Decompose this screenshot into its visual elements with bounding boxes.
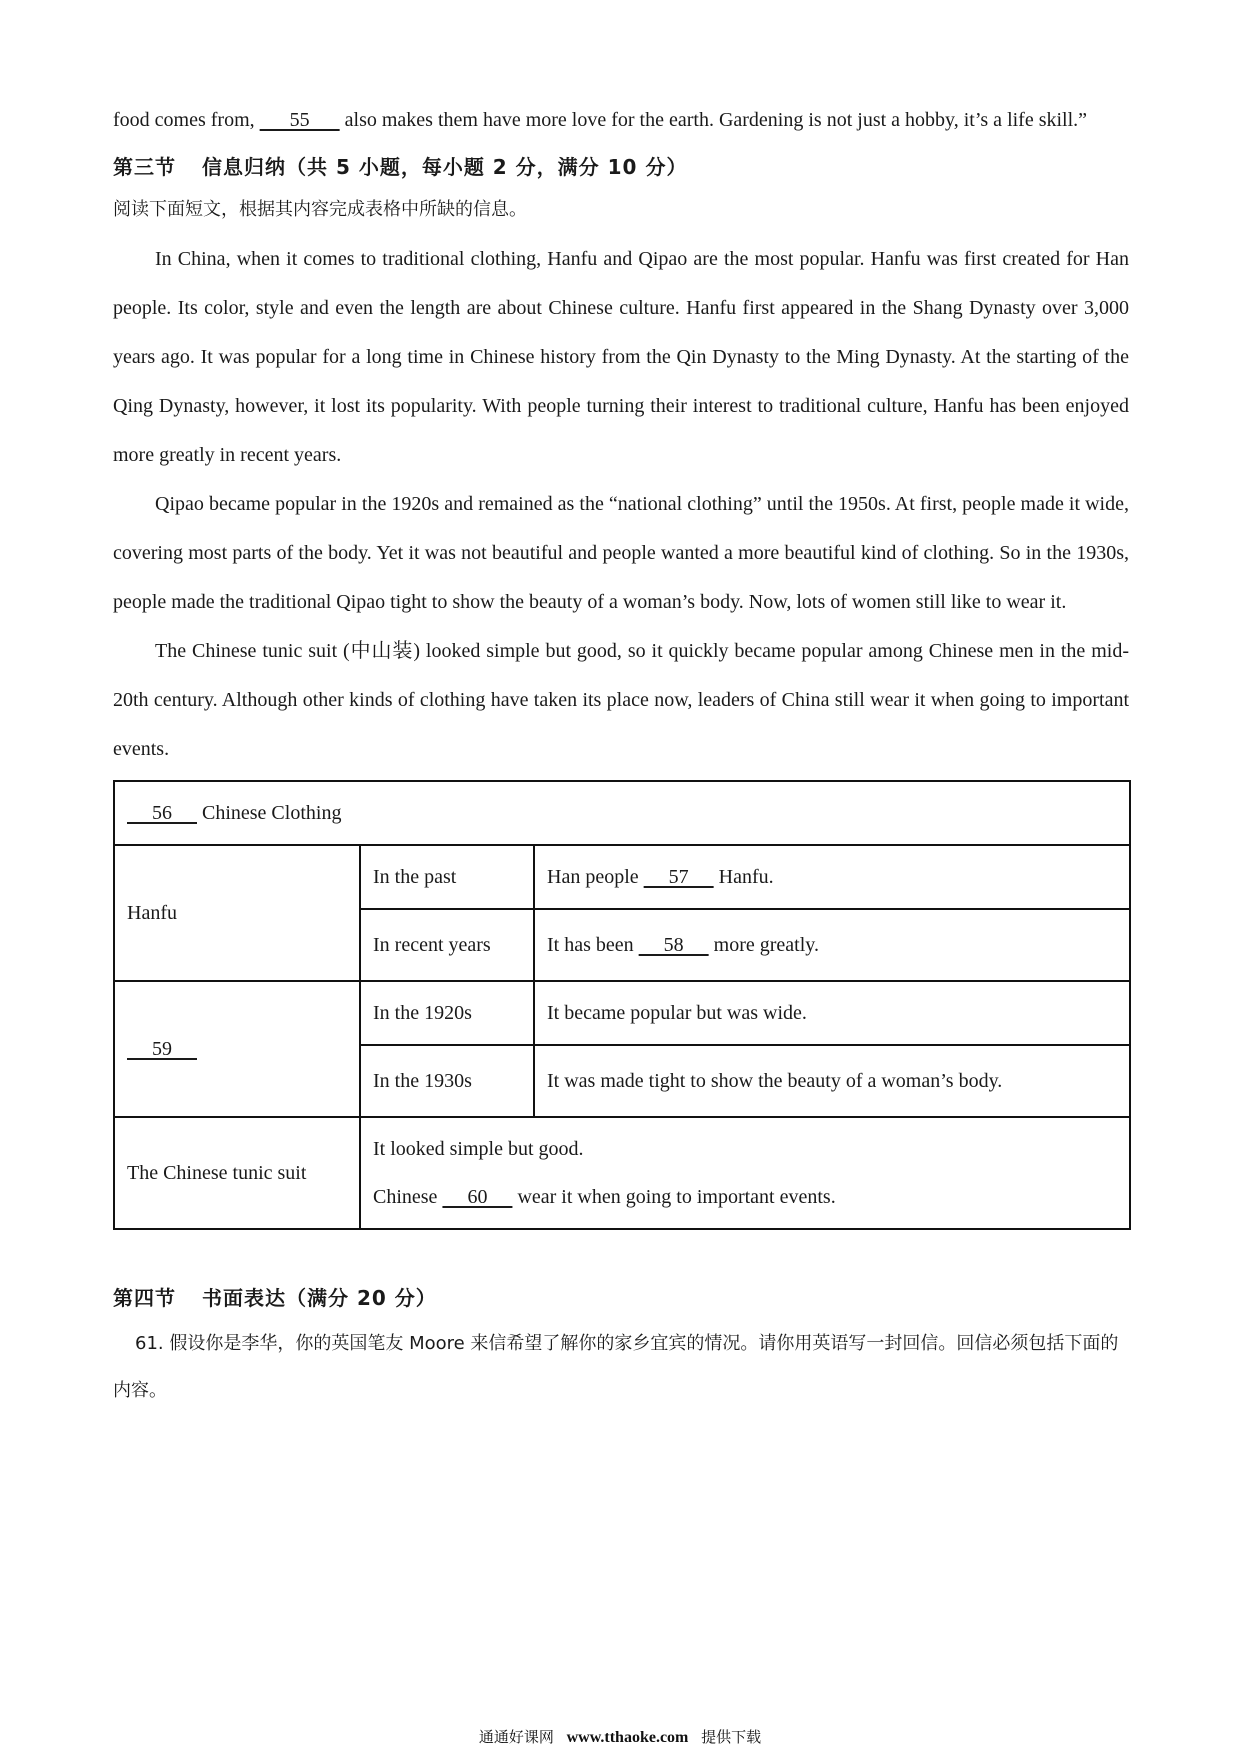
- qipao-1930-label: In the 1930s: [360, 1045, 534, 1117]
- qipao-1920-cell: It became popular but was wide.: [534, 981, 1130, 1045]
- section3-label: 第三节: [113, 155, 176, 179]
- table-row: [114, 845, 1130, 909]
- section4-heading: [113, 1278, 1129, 1318]
- hanfu-recent-text-before: It has been: [547, 933, 639, 956]
- section3-instruction: 阅读下面短文，根据其内容完成表格中所缺的信息。: [113, 199, 527, 220]
- footer-download-note: 提供下载: [701, 1728, 762, 1746]
- footer-site-name: 通通好课网: [478, 1728, 554, 1746]
- tunic-line-2-after: wear it when going to important events.: [512, 1186, 836, 1208]
- page-footer: [0, 1726, 1240, 1747]
- blank-60: 60: [442, 1186, 513, 1208]
- continuation-paragraph: [113, 96, 1129, 145]
- section3-title: 信息归纳（共 5 小题，每小题 2 分，满分 10 分）: [202, 155, 688, 179]
- passage-paragraph-3: The Chinese tunic suit (中山装) looked simple but good, so it quickly became popular among Chinese men in the mid-20th century. Although other kinds of clothing have taken its place now, leaders of China still wear it when going to important events.: [113, 640, 1129, 760]
- hanfu-recent-text-after: more greatly.: [708, 933, 819, 956]
- blank-58: 58: [638, 933, 709, 956]
- hanfu-recent-label: In recent years: [360, 909, 534, 981]
- clothing-summary-table: [113, 780, 1131, 1230]
- table-title-text: Chinese Clothing: [197, 801, 342, 824]
- continuation-text-after: also makes them have more love for the earth. Gardening is not just a hobby, it’s a life skill.”: [339, 109, 1088, 131]
- footer-url: www.tthaoke.com: [566, 1729, 689, 1746]
- continuation-text-before: food comes from,: [113, 109, 260, 131]
- tunic-line-2-before: Chinese: [373, 1186, 443, 1208]
- table-title-cell: [114, 781, 1130, 845]
- table-row: [114, 781, 1130, 845]
- writing-task-61: 61. 假设你是李华，你的英国笔友 Moore 来信希望了解你的家乡宜宾的情况。请你用英语写一封回信。回信必须包括下面的内容。: [113, 1333, 1119, 1401]
- qipao-1930-cell: It was made tight to show the beauty of a woman’s body.: [534, 1045, 1130, 1117]
- tunic-line-2: [373, 1173, 1117, 1221]
- passage-paragraph-1: In China, when it comes to traditional clothing, Hanfu and Qipao are the most popular. Hanfu was first created for Han people. Its color, style and even the length are about Chinese culture. Hanfu first appeared in the Shang Dynasty over 3,000 years ago. It was popular for a long time in Chinese history from the Qin Dynasty to the Ming Dynasty. At the starting of the Qing Dynasty, however, it lost its popularity. With people turning their interest to traditional culture, Hanfu has been enjoyed more greatly in recent years.: [113, 248, 1129, 466]
- table-row: [114, 981, 1130, 1045]
- blank-55: 55: [259, 109, 340, 131]
- blank-57: 57: [643, 865, 714, 888]
- hanfu-past-label: In the past: [360, 845, 534, 909]
- row2-label-cell: [114, 981, 360, 1117]
- blank-56: 56: [127, 801, 197, 824]
- passage-paragraph-2: Qipao became popular in the 1920s and remained as the “national clothing” until the 1950s. At first, people made it wide, covering most parts of the body. Yet it was not beautiful and people wanted a more beautiful kind of clothing. So in the 1930s, people made the traditional Qipao tight to show the beauty of a woman’s body. Now, lots of women still like to wear it.: [113, 493, 1129, 613]
- hanfu-past-cell: [534, 845, 1130, 909]
- section4-label: 第四节: [113, 1286, 176, 1310]
- hanfu-recent-cell: [534, 909, 1130, 981]
- tunic-line-1: It looked simple but good.: [373, 1138, 584, 1160]
- qipao-1920-label: In the 1920s: [360, 981, 534, 1045]
- blank-59: 59: [127, 1037, 197, 1060]
- hanfu-label-cell: Hanfu: [114, 845, 360, 981]
- tunic-details-cell: [360, 1117, 1130, 1229]
- section3-heading: [113, 147, 1129, 187]
- section4: [113, 1278, 1129, 1414]
- document-body: [113, 96, 1129, 1414]
- table-row: [114, 1117, 1130, 1229]
- hanfu-past-text-after: Hanfu.: [713, 865, 774, 888]
- hanfu-past-text-before: Han people: [547, 865, 644, 888]
- tunic-label-cell: The Chinese tunic suit: [114, 1117, 360, 1229]
- section4-title: 书面表达（满分 20 分）: [202, 1286, 437, 1310]
